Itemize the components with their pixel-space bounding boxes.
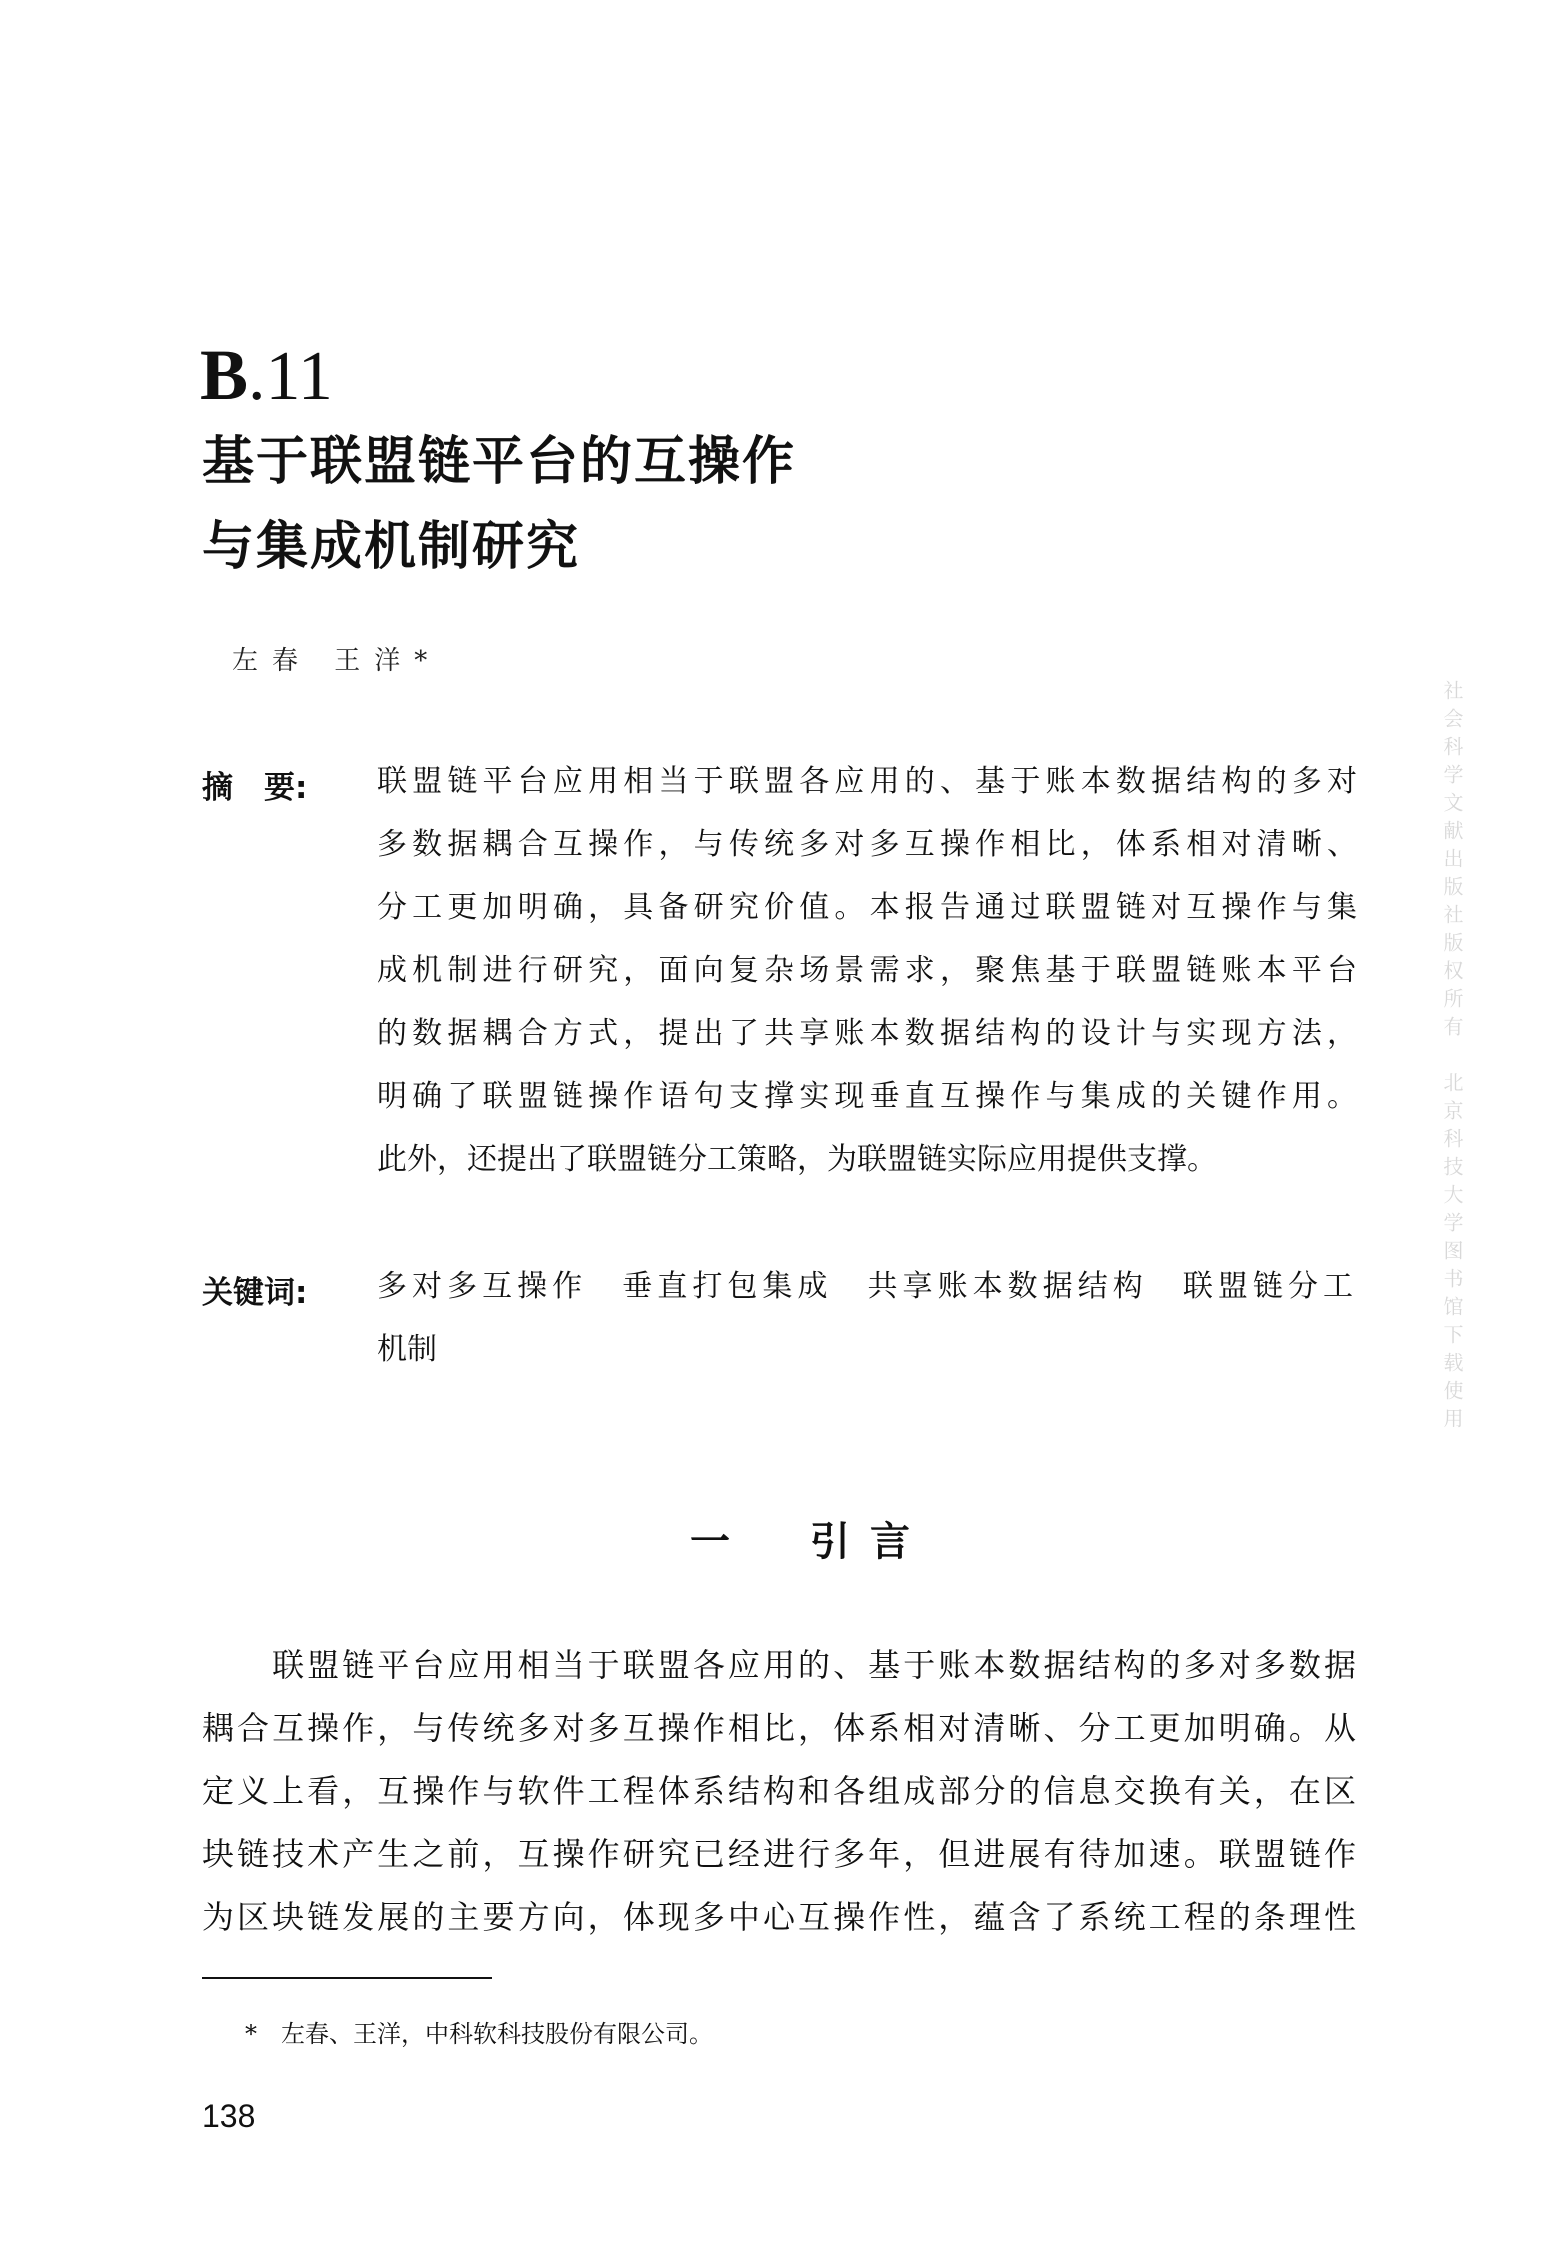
footnote: * 左春、王洋，中科软科技股份有限公司。 [245, 2020, 713, 2048]
abstract-line: 的数据耦合方式，提出了共享账本数据结构的设计与实现方法， [377, 1016, 1357, 1051]
chapter-number [200, 335, 333, 417]
body-line: 块链技术产生之前，互操作研究已经进行多年，但进展有待加速。联盟链作 [202, 1835, 1356, 1873]
abstract-line: 此外，还提出了联盟链分工策略，为联盟链实际应用提供支撑。 [377, 1142, 1217, 1177]
body-line: 联盟链平台应用相当于联盟各应用的、基于账本数据结构的多对多数据 [202, 1646, 1356, 1684]
body-line: 为区块链发展的主要方向，体现多中心互操作性，蕴含了系统工程的条理性 [202, 1898, 1356, 1936]
abstract-line: 成机制进行研究，面向复杂场景需求，聚焦基于联盟链账本平台 [377, 953, 1357, 988]
title-line-2: 与集成机制研究 [202, 517, 581, 577]
keywords-line: 多对多互操作 垂直打包集成 共享账本数据结构 联盟链分工 [377, 1269, 1357, 1304]
abstract-label: 摘 要: [202, 770, 308, 806]
keywords-label: 关键词: [202, 1275, 308, 1311]
page-number: 138 [202, 2098, 256, 2134]
body-line: 定义上看，互操作与软件工程体系结构和各组成部分的信息交换有关，在区 [202, 1772, 1356, 1810]
section-number: 一 [690, 1519, 750, 1565]
section-heading [690, 1510, 930, 1567]
chapter-prefix: B [200, 335, 249, 415]
section-title: 引言 [810, 1519, 930, 1565]
authors: 左春 王洋* [232, 646, 442, 676]
abstract-line: 明确了联盟链操作语句支撑实现垂直互操作与集成的关键作用。 [377, 1079, 1357, 1114]
keywords-line: 机制 [377, 1332, 437, 1367]
footnote-rule [202, 1977, 492, 1979]
title-line-1: 基于联盟链平台的互操作 [202, 432, 797, 492]
abstract-line: 联盟链平台应用相当于联盟各应用的、基于账本数据结构的多对 [377, 764, 1357, 799]
abstract-line: 多数据耦合互操作，与传统多对多互操作相比，体系相对清晰、 [377, 827, 1357, 862]
watermark: 社会科学文献出版社版权所有 北京科技大学图书馆下载使用 [1440, 680, 1464, 1436]
body-line: 耦合互操作，与传统多对多互操作相比，体系相对清晰、分工更加明确。从 [202, 1709, 1356, 1747]
abstract-line: 分工更加明确，具备研究价值。本报告通过联盟链对互操作与集 [377, 890, 1357, 925]
chapter-num: .11 [248, 338, 333, 415]
